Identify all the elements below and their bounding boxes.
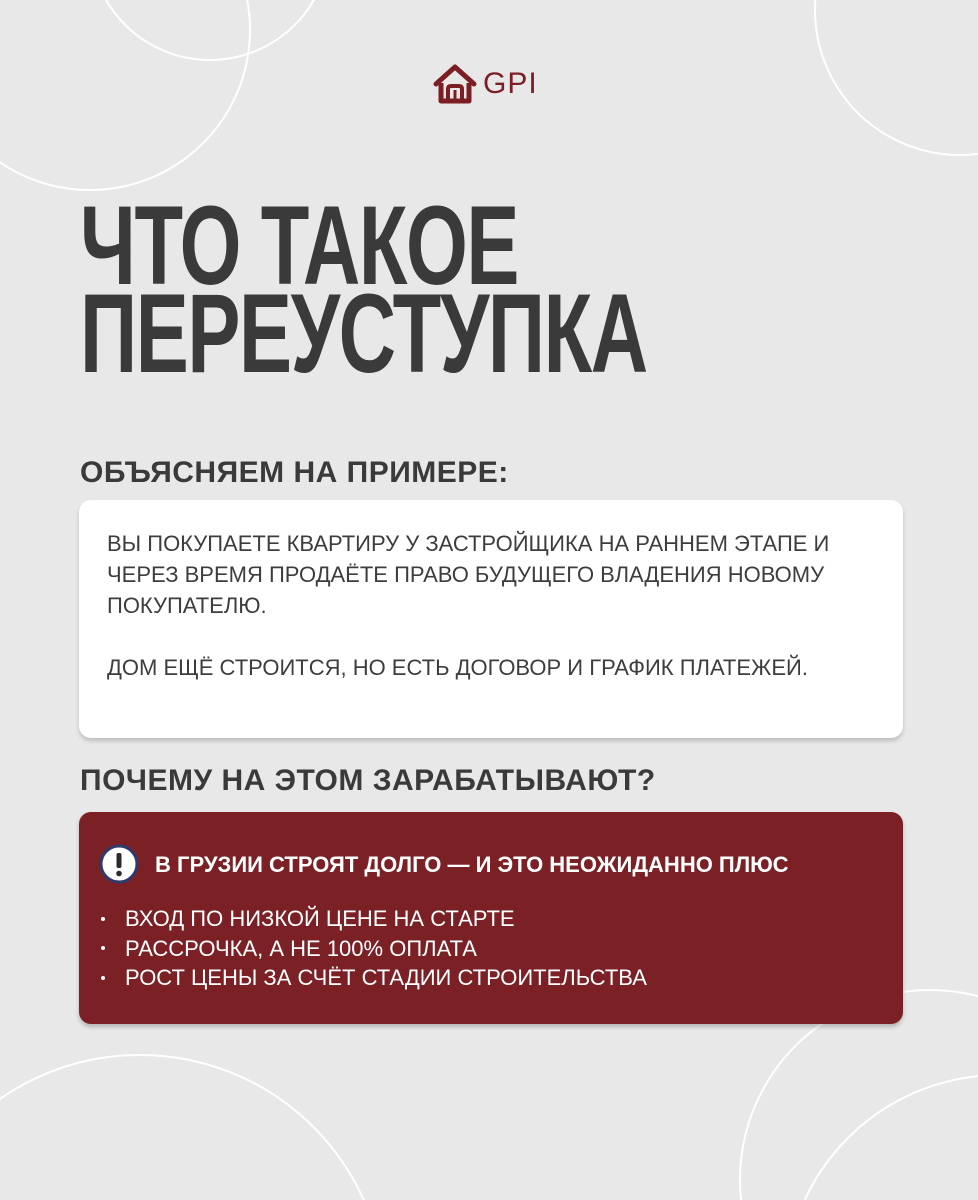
bg-circle (815, 0, 978, 155)
example-paragraph-2: ДОМ ЕЩЁ СТРОИТСЯ, НО ЕСТЬ ДОГОВОР И ГРАФИК ПЛАТЕЖЕЙ. (107, 655, 808, 680)
page-title-line2: ПЕРЕУСТУПКА (80, 271, 647, 396)
brand-name: GPI (483, 67, 538, 100)
bg-circle (90, 0, 330, 60)
bullet-icon (101, 917, 105, 921)
bg-circle (785, 1075, 978, 1200)
brand-logo (433, 64, 538, 104)
example-paragraph-1: ВЫ ПОКУПАЕТЕ КВАРТИРУ У ЗАСТРОЙЩИКА НА РАННЕМ ЭТАПЕ И ЧЕРЕЗ ВРЕМЯ ПРОДАЁТЕ ПРАВО БУДУЩЕГО ВЛАДЕНИЯ НОВОМУ ПОКУПАТЕЛЮ. (107, 531, 830, 618)
exclamation-icon (98, 843, 140, 885)
why-heading: ПОЧЕМУ НА ЭТОМ ЗАРАБАТЫВАЮТ? (80, 764, 656, 797)
list-item-text: РАССРОЧКА, А НЕ 100% ОПЛАТА (125, 935, 477, 961)
example-heading: ОБЪЯСНЯЕМ НА ПРИМЕРЕ: (80, 456, 509, 489)
bullet-icon (101, 976, 105, 980)
page-title-line1: ЧТО ТАКОЕ (80, 183, 519, 308)
page-title (80, 183, 647, 396)
list-item-text: РОСТ ЦЕНЫ ЗА СЧЁТ СТАДИИ СТРОИТЕЛЬСТВА (125, 965, 647, 990)
list-item (101, 904, 647, 934)
list-item (101, 963, 647, 993)
list-item (101, 934, 647, 964)
bg-circle (0, 0, 250, 190)
why-highlight: В ГРУЗИИ СТРОЯТ ДОЛГО — И ЭТО НЕОЖИДАННО ПЛЮС (155, 852, 789, 877)
why-bullet-list (101, 904, 647, 993)
bullet-icon (101, 946, 105, 950)
list-item-text: ВХОД ПО НИЗКОЙ ЦЕНЕ НА СТАРТЕ (125, 906, 515, 931)
house-logo-icon (433, 64, 477, 104)
why-card (79, 812, 903, 1024)
bg-circle (0, 1055, 385, 1200)
example-card (79, 500, 903, 738)
